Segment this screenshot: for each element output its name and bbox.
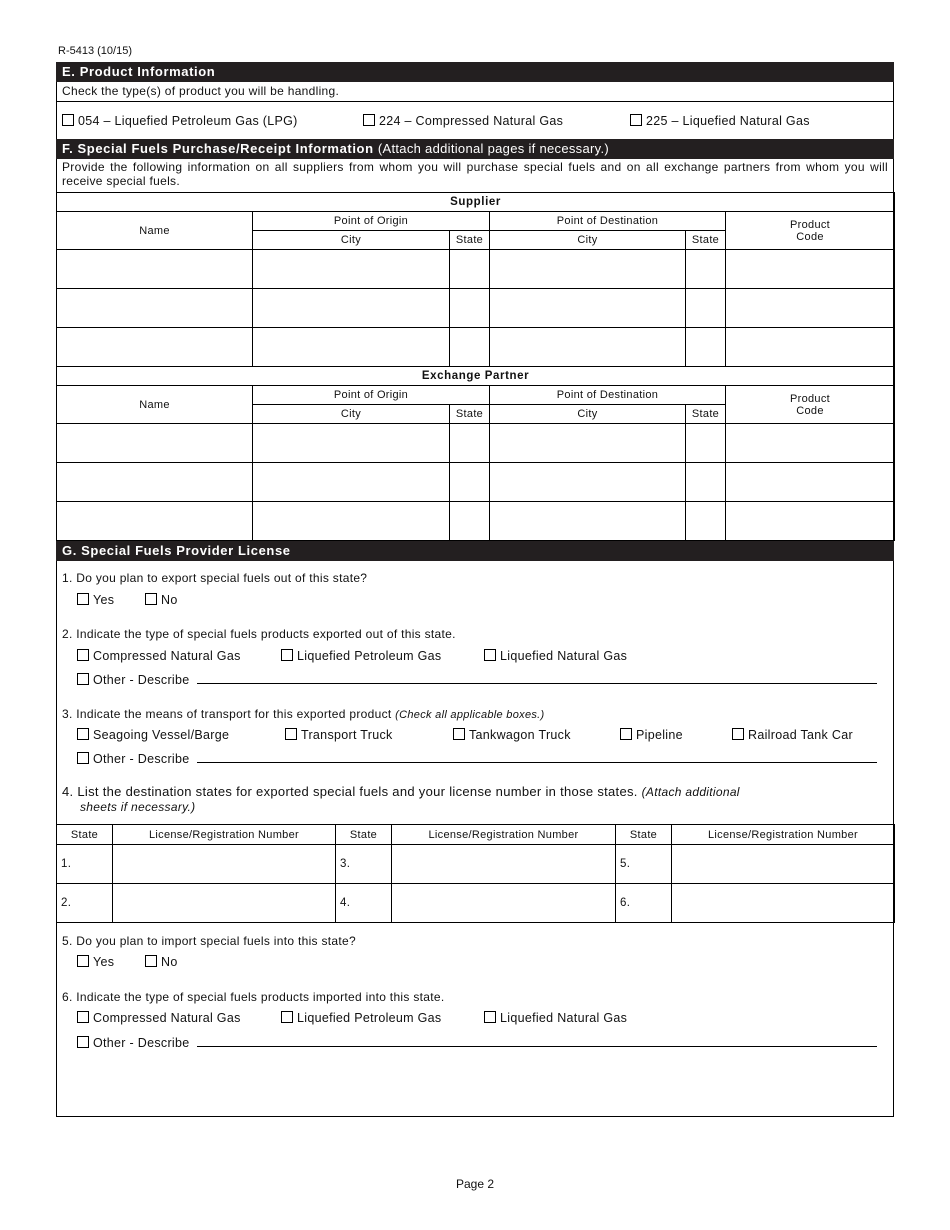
license-cell[interactable] [392, 884, 616, 923]
city-cell[interactable] [490, 328, 686, 367]
product-code-cell[interactable] [726, 424, 895, 463]
city-cell[interactable] [253, 463, 450, 502]
yes-label: Yes [93, 593, 115, 607]
supplier-table [56, 192, 895, 367]
transport-tankwagon-option[interactable] [453, 728, 571, 742]
divider [56, 101, 894, 102]
state-cell[interactable]: 5. [616, 845, 672, 884]
no-label: No [161, 593, 178, 607]
col-dest-city: City [490, 231, 686, 250]
checkbox[interactable] [363, 114, 375, 126]
name-cell[interactable] [57, 328, 253, 367]
col-name: Name [57, 212, 253, 250]
transport-other-option[interactable] [77, 751, 877, 766]
question-2: 2. Indicate the type of special fuels products exported out of this state. [62, 627, 456, 641]
col-state: State [57, 825, 113, 845]
section-f-instruction: Provide the following information on all suppliers from whom you will purchase special fuels and on all exchange partners from whom you will receive special fuels. [62, 160, 888, 188]
state-cell[interactable] [686, 424, 726, 463]
state-cell[interactable] [450, 463, 490, 502]
option-label: Other - Describe [93, 673, 190, 687]
city-cell[interactable] [490, 502, 686, 541]
product-lpg-option[interactable] [62, 114, 298, 128]
checkbox[interactable] [630, 114, 642, 126]
product-cng-option[interactable] [363, 114, 563, 128]
col-product-code: Product Code [726, 212, 895, 250]
license-table [56, 824, 895, 923]
col-origin-state: State [450, 405, 490, 424]
state-cell[interactable] [686, 502, 726, 541]
state-cell[interactable]: 4. [336, 884, 392, 923]
checkbox[interactable] [484, 1011, 496, 1023]
name-cell[interactable] [57, 424, 253, 463]
transport-truck-option[interactable] [285, 728, 393, 742]
export-yes-option[interactable] [77, 593, 114, 607]
name-cell[interactable] [57, 463, 253, 502]
state-cell[interactable] [450, 328, 490, 367]
page-number: Page 2 [455, 1177, 495, 1191]
table-row [57, 424, 895, 463]
license-cell[interactable] [392, 845, 616, 884]
product-code-cell[interactable] [726, 289, 895, 328]
import-lpg-option[interactable] [281, 1011, 441, 1025]
option-label: Compressed Natural Gas [93, 1011, 241, 1025]
city-cell[interactable] [253, 424, 450, 463]
product-code-cell[interactable] [726, 502, 895, 541]
col-origin: Point of Origin [253, 386, 490, 405]
col-origin-city: City [253, 405, 450, 424]
product-lng-label: 225 – Liquefied Natural Gas [646, 114, 810, 128]
transport-railroad-option[interactable] [732, 728, 853, 742]
col-dest-city: City [490, 405, 686, 424]
product-cng-label: 224 – Compressed Natural Gas [379, 114, 564, 128]
checkbox[interactable] [285, 728, 297, 740]
exchange-partner-table [56, 366, 895, 541]
export-lpg-option[interactable] [281, 649, 441, 663]
col-dest-state: State [686, 405, 726, 424]
state-cell[interactable] [450, 502, 490, 541]
checkbox[interactable] [77, 673, 89, 685]
import-other-option[interactable] [77, 1035, 877, 1050]
col-destination: Point of Destination [490, 212, 726, 231]
city-cell[interactable] [253, 328, 450, 367]
question-6: 6. Indicate the type of special fuels products imported into this state. [62, 990, 445, 1004]
license-cell[interactable] [672, 884, 895, 923]
option-label: Other - Describe [93, 752, 190, 766]
state-cell[interactable] [686, 289, 726, 328]
license-cell[interactable] [672, 845, 895, 884]
option-label: Other - Describe [93, 1036, 190, 1050]
state-cell[interactable] [450, 250, 490, 289]
name-cell[interactable] [57, 250, 253, 289]
question-4: 4. List the destination states for exported special fuels and your license number in those states. (Attach additional [62, 784, 740, 799]
col-name: Name [57, 386, 253, 424]
option-label: Railroad Tank Car [748, 728, 853, 742]
export-no-option[interactable] [145, 593, 178, 607]
col-origin-state: State [450, 231, 490, 250]
col-license-number: License/Registration Number [392, 825, 616, 845]
checkbox[interactable] [281, 649, 293, 661]
col-license-number: License/Registration Number [113, 825, 336, 845]
other-describe-line[interactable] [197, 751, 877, 763]
table-row [57, 250, 895, 289]
import-yes-option[interactable] [77, 955, 114, 969]
license-cell[interactable] [113, 884, 336, 923]
option-label: Seagoing Vessel/Barge [93, 728, 230, 742]
checkbox[interactable] [77, 752, 89, 764]
section-g-header [56, 541, 894, 561]
state-cell[interactable] [686, 328, 726, 367]
checkbox[interactable] [484, 649, 496, 661]
table-row [57, 463, 895, 502]
export-lng-option[interactable] [484, 649, 627, 663]
col-state: State [336, 825, 392, 845]
state-cell[interactable]: 6. [616, 884, 672, 923]
no-label: No [161, 955, 178, 969]
other-describe-line[interactable] [197, 1035, 877, 1047]
form-id: R-5413 (10/15) [58, 45, 132, 57]
product-code-cell[interactable] [726, 328, 895, 367]
state-cell[interactable]: 3. [336, 845, 392, 884]
state-cell[interactable] [686, 463, 726, 502]
col-product-code: Product Code [726, 386, 895, 424]
product-code-cell[interactable] [726, 463, 895, 502]
checkbox[interactable] [62, 114, 74, 126]
option-label: Pipeline [636, 728, 683, 742]
state-cell[interactable]: 2. [57, 884, 113, 923]
option-label: Compressed Natural Gas [93, 649, 241, 663]
import-lng-option[interactable] [484, 1011, 627, 1025]
option-label: Transport Truck [301, 728, 393, 742]
transport-pipeline-option[interactable] [620, 728, 683, 742]
city-cell[interactable] [490, 289, 686, 328]
city-cell[interactable] [253, 502, 450, 541]
checkbox[interactable] [281, 1011, 293, 1023]
state-cell[interactable] [450, 289, 490, 328]
section-e-instruction: Check the type(s) of product you will be handling. [62, 84, 340, 98]
section-e-title: E. Product Information [62, 64, 216, 79]
yes-label: Yes [93, 955, 115, 969]
checkbox[interactable] [77, 728, 89, 740]
option-label: Liquefied Natural Gas [500, 649, 628, 663]
section-f-header [56, 139, 894, 159]
col-license-number: License/Registration Number [672, 825, 895, 845]
product-code-cell[interactable] [726, 250, 895, 289]
checkbox[interactable] [77, 649, 89, 661]
supplier-caption: Supplier [57, 193, 895, 212]
import-cng-option[interactable] [77, 1011, 241, 1025]
checkbox[interactable] [145, 955, 157, 967]
state-cell[interactable] [686, 250, 726, 289]
checkbox[interactable] [145, 593, 157, 605]
table-row [57, 502, 895, 541]
checkbox[interactable] [620, 728, 632, 740]
state-cell[interactable]: 1. [57, 845, 113, 884]
product-lng-option[interactable] [630, 114, 810, 128]
exchange-caption: Exchange Partner [57, 367, 895, 386]
city-cell[interactable] [253, 289, 450, 328]
state-cell[interactable] [450, 424, 490, 463]
section-g-title: G. Special Fuels Provider License [62, 543, 291, 558]
checkbox[interactable] [732, 728, 744, 740]
export-other-option[interactable] [77, 672, 877, 687]
checkbox[interactable] [77, 1011, 89, 1023]
col-destination: Point of Destination [490, 386, 726, 405]
option-label: Liquefied Natural Gas [500, 1011, 628, 1025]
import-no-option[interactable] [145, 955, 178, 969]
col-dest-state: State [686, 231, 726, 250]
section-f-title-note: (Attach additional pages if necessary.) [377, 141, 609, 156]
table-row [57, 845, 895, 884]
checkbox[interactable] [77, 955, 89, 967]
name-cell[interactable] [57, 502, 253, 541]
city-cell[interactable] [253, 250, 450, 289]
city-cell[interactable] [490, 463, 686, 502]
option-label: Liquefied Petroleum Gas [297, 1011, 442, 1025]
section-f-title: F. Special Fuels Purchase/Receipt Information [62, 141, 374, 156]
col-origin: Point of Origin [253, 212, 490, 231]
checkbox[interactable] [77, 593, 89, 605]
license-cell[interactable] [113, 845, 336, 884]
city-cell[interactable] [490, 250, 686, 289]
other-describe-line[interactable] [197, 672, 877, 684]
checkbox[interactable] [77, 1036, 89, 1048]
question-3: 3. Indicate the means of transport for this exported product (Check all applicable boxes.) [62, 707, 545, 721]
export-cng-option[interactable] [77, 649, 241, 663]
question-1: 1. Do you plan to export special fuels out of this state? [62, 571, 368, 585]
city-cell[interactable] [490, 424, 686, 463]
transport-vessel-option[interactable] [77, 728, 229, 742]
table-row [57, 289, 895, 328]
section-e-header [56, 62, 894, 82]
option-label: Tankwagon Truck [469, 728, 571, 742]
table-row [57, 884, 895, 923]
option-label: Liquefied Petroleum Gas [297, 649, 442, 663]
col-origin-city: City [253, 231, 450, 250]
col-state: State [616, 825, 672, 845]
product-lpg-label: 054 – Liquefied Petroleum Gas (LPG) [78, 114, 298, 128]
question-4-note: sheets if necessary.) [80, 800, 196, 814]
name-cell[interactable] [57, 289, 253, 328]
checkbox[interactable] [453, 728, 465, 740]
question-5: 5. Do you plan to import special fuels into this state? [62, 934, 356, 948]
table-row [57, 328, 895, 367]
